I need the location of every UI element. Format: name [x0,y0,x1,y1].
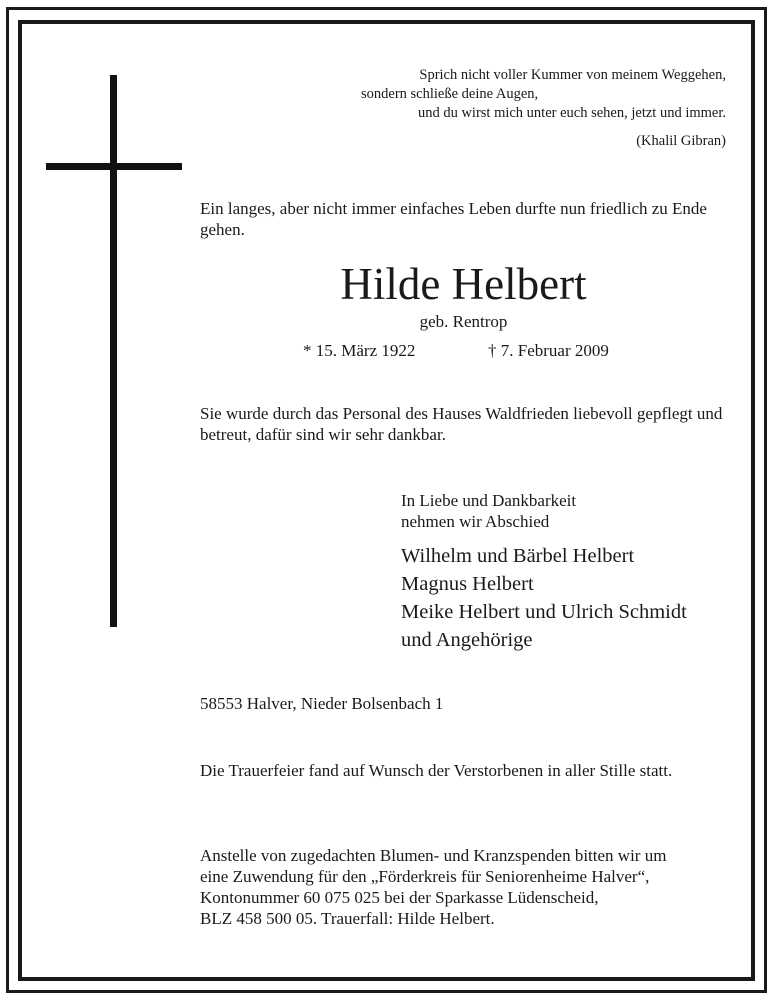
farewell-line: nehmen wir Abschied [401,512,550,531]
quote [306,66,726,123]
death-date: † 7. Februar 2009 [488,341,609,360]
address: 58553 Halver, Nieder Bolsenbach 1 [200,694,444,713]
quote-line: sondern schließe deine Augen, [361,86,539,102]
deceased-name: Hilde Helbert [340,259,587,309]
farewell-line: In Liebe und Dankbarkeit [401,491,577,510]
donation-text [200,845,727,929]
mourner: Wilhelm und Bärbel Helbert [401,545,635,567]
cross-horizontal-bar [46,163,182,170]
cross-vertical-bar [110,75,117,627]
thanks-text: Sie wurde durch das Personal des Hauses Waldfrieden liebevoll gepflegt und betreut, dafür sind wir sehr dankbar. [200,404,723,444]
donation-line: BLZ 458 500 05. Trauerfall: Hilde Helbert. [200,909,495,928]
donation-line: eine Zuwendung für den „Förderkreis für Seniorenheime Halver“, [200,867,650,886]
ceremony-text: Die Trauerfeier fand auf Wunsch der Verstorbenen in aller Stille statt. [200,761,673,780]
mourner: Magnus Helbert [401,573,534,595]
donation-line: Kontonummer 60 075 025 bei der Sparkasse Lüdenscheid, [200,888,599,907]
quote-line: Sprich nicht voller Kummer von meinem Weggehen, [419,67,726,83]
birth-date: * 15. März 1922 [303,341,416,360]
mourner: Meike Helbert und Ulrich Schmidt [401,601,687,623]
donation-line: Anstelle von zugedachten Blumen- und Kranzspenden bitten wir um [200,846,667,865]
maiden-name: geb. Rentrop [419,312,508,331]
mourners-list [401,542,687,654]
quote-line: und du wirst mich unter euch sehen, jetzt und immer. [417,105,726,121]
intro-text: Ein langes, aber nicht immer einfaches Leben durfte nun friedlich zu Ende gehen. [200,199,707,239]
farewell [401,490,576,532]
mourner: und Angehörige [401,629,533,651]
quote-author: (Khalil Gibran) [636,133,726,149]
